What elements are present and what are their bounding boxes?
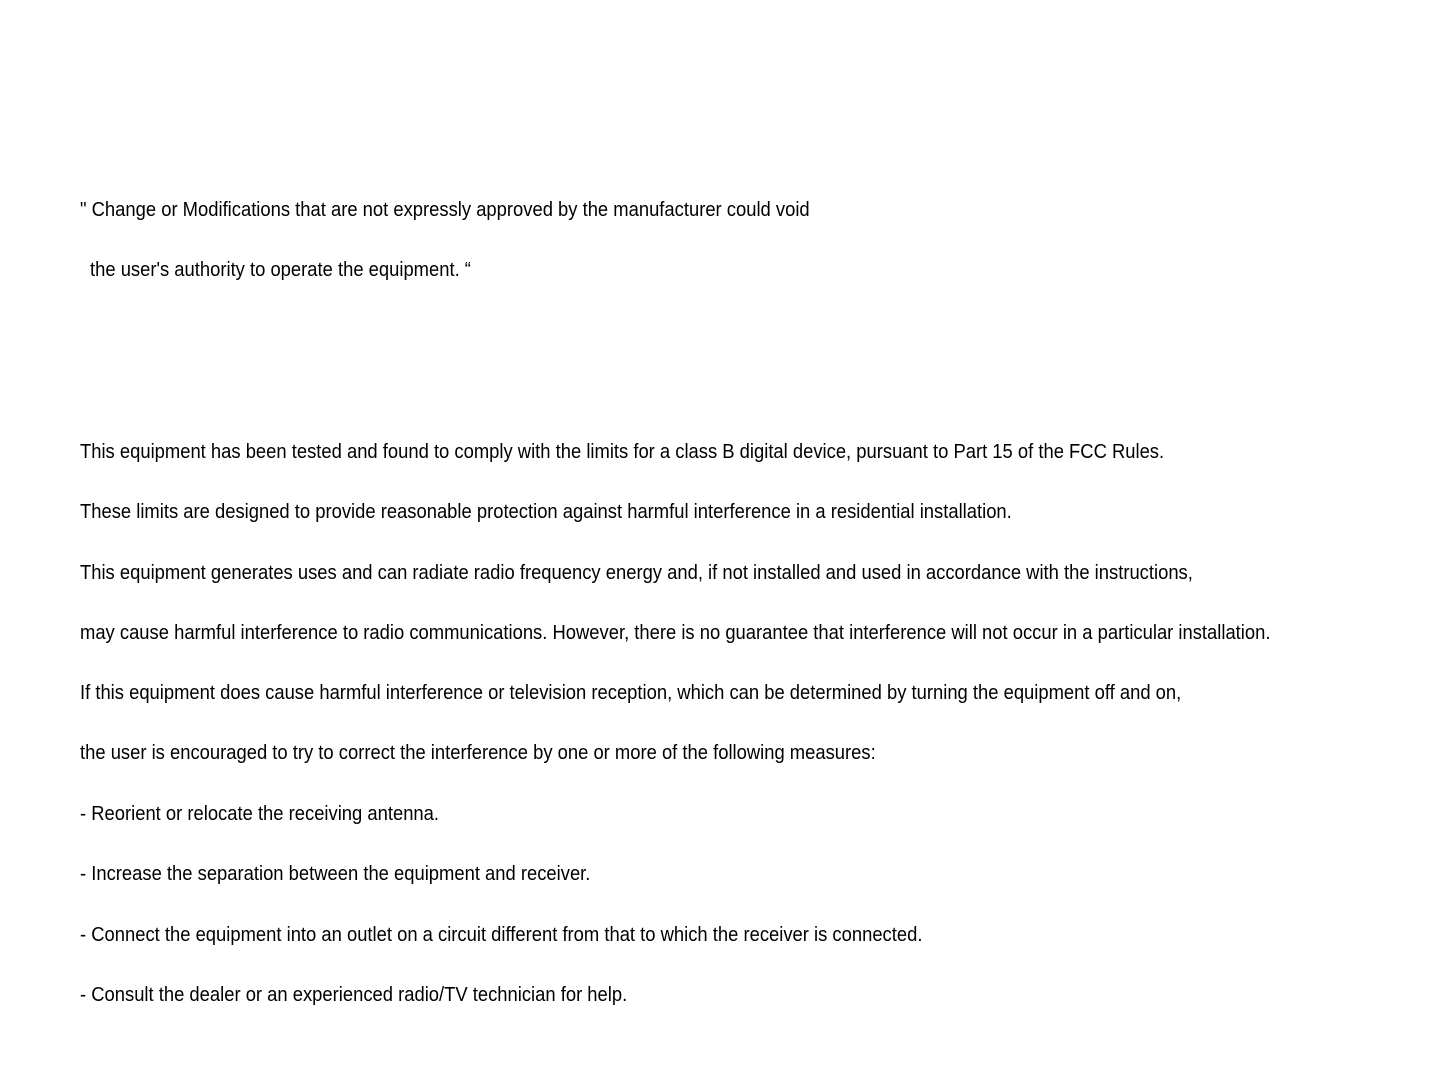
statement-line: These limits are designed to provide reasonable protection against harmful interference in a residential installation. [80,501,1012,523]
warning-line-2: the user's authority to operate the equipment. “ [90,259,471,281]
statement-line: may cause harmful interference to radio communications. However, there is no guarantee that interference will not occur in a particular installation. [80,622,1271,644]
statement-line: This equipment has been tested and found to comply with the limits for a class B digital device, pursuant to Part 15 of the FCC Rules. [80,441,1165,463]
measure-item: - Connect the equipment into an outlet on a circuit different from that to which the receiver is connected. [80,924,923,946]
warning-line-1: " Change or Modifications that are not expressly approved by the manufacturer could void [80,199,810,221]
statement-line: This equipment generates uses and can radiate radio frequency energy and, if not installed and used in accordance with the instructions, [80,562,1193,584]
statement-line: the user is encouraged to try to correct the interference by one or more of the following measures: [80,742,876,764]
measure-item: - Consult the dealer or an experienced radio/TV technician for help. [80,984,628,1006]
statement-line: If this equipment does cause harmful interference or television reception, which can be determined by turning the equipment off and on, [80,682,1182,704]
measure-item: - Increase the separation between the equipment and receiver. [80,863,591,885]
measure-item: - Reorient or relocate the receiving antenna. [80,803,440,825]
